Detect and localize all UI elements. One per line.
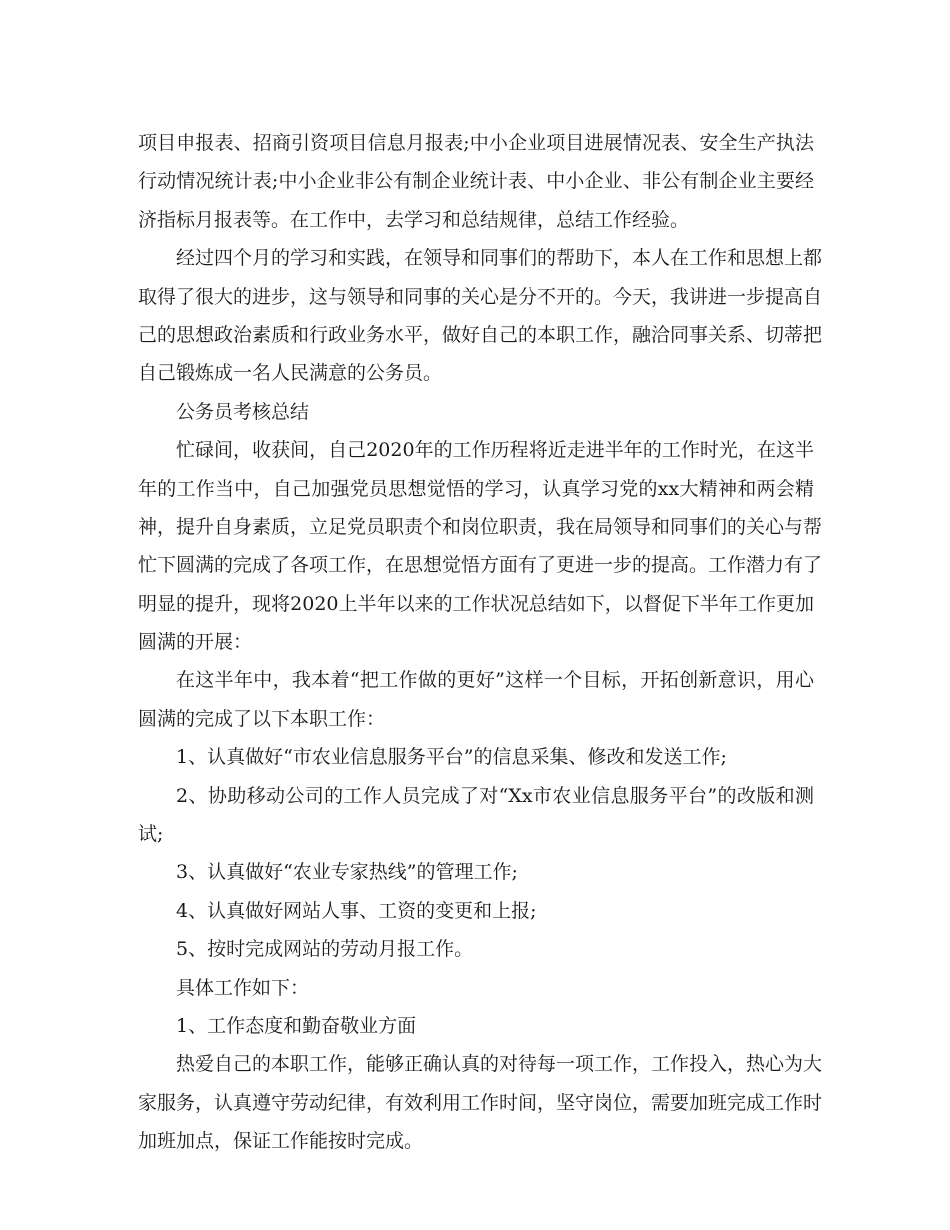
text-line: 圆满的完成了以下本职工作：	[138, 707, 386, 730]
text-line: 公务员考核总结	[176, 400, 310, 423]
text-line: 经过四个月的学习和实践，在领导和同事们的帮助下，本人在工作和思想上都	[176, 247, 823, 270]
text-line: 济指标月报表等。在工作中，去学习和总结规律，总结工作经验。	[138, 208, 690, 231]
text-line: 行动情况统计表;中小企业非公有制企业统计表、中小企业、非公有制企业主要经	[138, 170, 814, 193]
text-line: 在这半年中，我本着“把工作做的更好”这样一个目标，开拓创新意识，用心	[176, 669, 814, 692]
text-line: 4、认真做好网站人事、工资的变更和上报;	[176, 899, 537, 922]
text-line: 加班加点，保证工作能按时完成。	[138, 1130, 424, 1153]
document-body	[138, 124, 823, 1161]
text-line: 家服务，认真遵守劳动纪律，有效利用工作时间，坚守岗位，需要加班完成工作时	[138, 1091, 823, 1114]
text-line: 忙碌间，收获间，自己2020年的工作历程将近走进半年的工作时光，在这半	[176, 439, 814, 462]
text-line: 试;	[138, 823, 164, 846]
text-line: 2、协助移动公司的工作人员完成了对“Xx市农业信息服务平台”的改版和测	[176, 784, 814, 807]
text-line: 明显的提升，现将2020上半年以来的工作状况总结如下，以督促下半年工作更加	[138, 592, 814, 615]
text-line: 自己锻炼成一名人民满意的公务员。	[138, 362, 443, 385]
text-line: 圆满的开展：	[138, 631, 253, 654]
text-line: 5、按时完成网站的劳动月报工作。	[176, 938, 474, 961]
text-line: 热爱自己的本职工作，能够正确认真的对待每一项工作，工作投入，热心为大	[176, 1053, 823, 1076]
text-line: 忙下圆满的完成了各项工作，在思想觉悟方面有了更进一步的提高。工作潜力有了	[138, 554, 823, 577]
text-line: 1、工作态度和勤奋敬业方面	[176, 1014, 417, 1037]
text-line: 具体工作如下：	[176, 976, 310, 999]
text-line: 己的思想政治素质和行政业务水平，做好自己的本职工作，融洽同事关系、切蒂把	[138, 323, 823, 346]
text-line: 取得了很大的进步，这与领导和同事的关心是分不开的。今天，我讲进一步提高自	[138, 285, 823, 308]
text-line: 年的工作当中，自己加强党员思想觉悟的学习，认真学习党的xx大精神和两会精	[138, 477, 814, 500]
text-line: 项目申报表、招商引资项目信息月报表;中小企业项目进展情况表、安全生产执法	[138, 132, 814, 154]
text-line: 神，提升自身素质，立足党员职责个和岗位职责，我在局领导和同事们的关心与帮	[138, 515, 823, 538]
text-line: 1、认真做好“市农业信息服务平台”的信息采集、修改和发送工作;	[176, 746, 727, 769]
text-line: 3、认真做好“农业专家热线”的管理工作;	[176, 861, 518, 884]
